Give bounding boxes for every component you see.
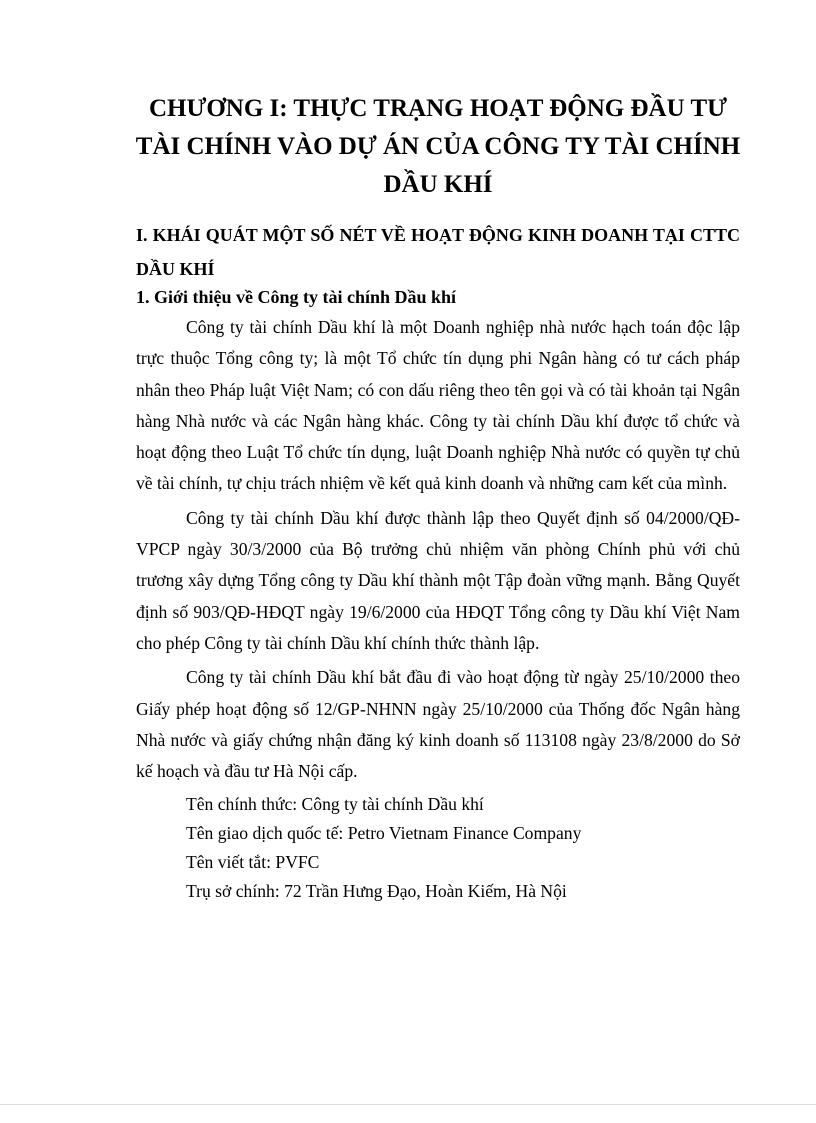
chapter-title [108, 90, 768, 204]
paragraph: Công ty tài chính Dầu khí là một Doanh nghiệp nhà nước hạch toán độc lập trực thuộc Tổng công ty; là một Tổ chức tín dụng phi Ngân hàng có tư cách pháp nhân theo Pháp luật Việt Nam; có con dấu riêng theo tên gọi và có tài khoản tại Ngân hàng Nhà nước và các Ngân hàng khác. Công ty tài chính Dầu khí được tổ chức và hoạt động theo Luật Tổ chức tín dụng, luật Doanh nghiệp Nhà nước có quyền tự chủ về tài chính, tự chịu trách nhiệm về kết quả kinh doanh và những cam kết của mình. [136, 317, 740, 494]
chapter-title-line-1: CHƯƠNG I: THỰC TRẠNG HOẠT ĐỘNG ĐẦU TƯ [148, 95, 728, 122]
paragraph: Công ty tài chính Dầu khí bắt đầu đi vào hoạt động từ ngày 25/10/2000 theo Giấy phép hoạt động số 12/GP-NHNN ngày 25/10/2000 của Thống đốc Ngân hàng Nhà nước và giấy chứng nhận đăng ký kinh doanh số 113108 ngày 23/8/2000 do Sở kế hoạch và đầu tư Hà Nội cấp. [136, 667, 740, 782]
section-heading: I. KHÁI QUÁT MỘT SỐ NÉT VỀ HOẠT ĐỘNG KINH DOANH TẠI CTTC DẦU KHÍ [136, 225, 740, 279]
chapter-title-line-3: DẦU KHÍ [383, 171, 493, 198]
chapter-title-line-2: TÀI CHÍNH VÀO DỰ ÁN CỦA CÔNG TY TÀI CHÍNH [135, 133, 741, 160]
paragraph: Công ty tài chính Dầu khí được thành lập theo Quyết định số 04/2000/QĐ-VPCP ngày 30/3/2000 của Bộ trưởng chủ nhiệm văn phòng Chính phủ với chủ trương xây dựng Tổng công ty Dầu khí thành một Tập đoàn vững mạnh. Bằng Quyết định số 903/QĐ-HĐQT ngày 19/6/2000 của HĐQT Tổng công ty Dầu khí Việt Nam cho phép Công ty tài chính Dầu khí chính thức thành lập. [136, 507, 740, 653]
sub-heading: 1. Giới thiệu về Công ty tài chính Dầu khí [136, 287, 457, 307]
body-text [136, 312, 740, 906]
abbreviation-line: Tên viết tắt: PVFC [186, 852, 320, 873]
headquarters-line: Trụ sở chính: 72 Trần Hưng Đạo, Hoàn Kiếm, Hà Nội [186, 881, 567, 902]
international-name-line: Tên giao dịch quốc tế: Petro Vietnam Finance Company [186, 823, 582, 844]
official-name-line: Tên chính thức: Công ty tài chính Dầu khí [186, 794, 484, 815]
page-bottom-divider [0, 1104, 816, 1105]
